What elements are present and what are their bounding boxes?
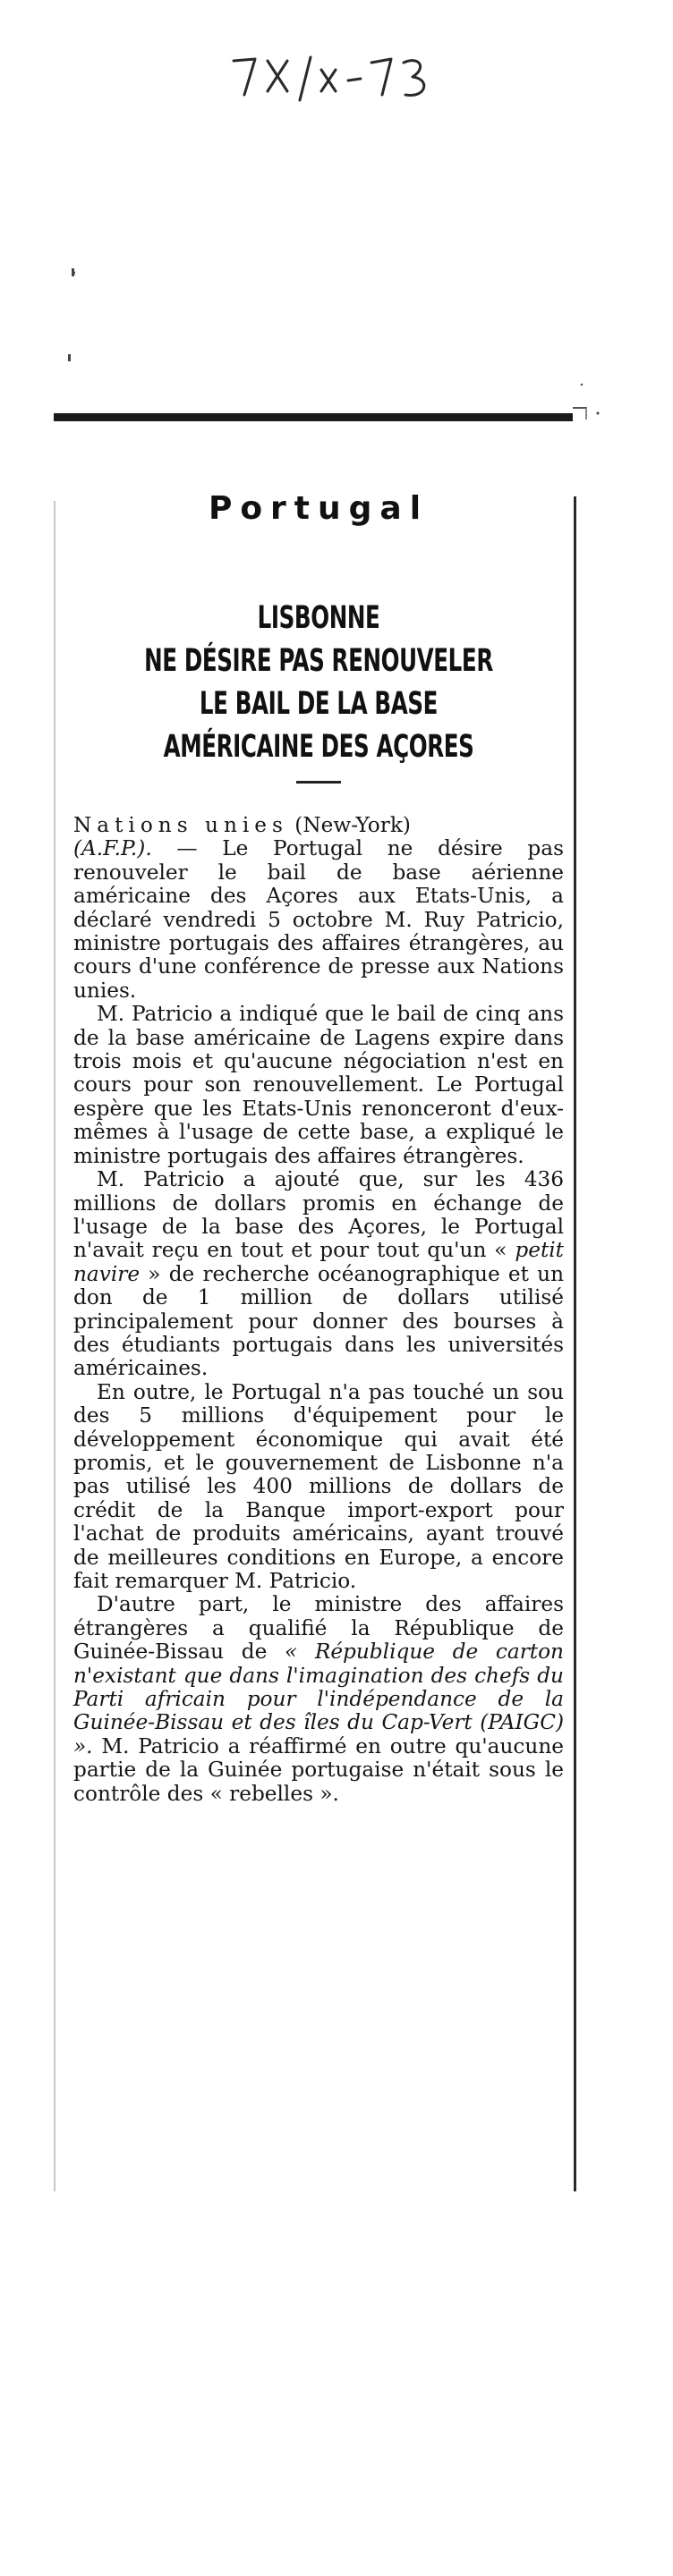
column-right-border [574,496,576,2191]
article-body [73,814,564,1806]
paragraph-1 [73,814,564,1003]
dateline-place: (New-York) [287,813,411,837]
top-rule [54,413,573,421]
paragraph-4: En outre, le Portugal n'a pas touché un sou des 5 millions d'équipement pour le développement économique qui avait été promis, et le gouvernement de Lisbonne n'a pas utilisé les 400 millions de dollars de crédit de la Banque import-export pour l'achat de produits américains, ayant trouvé de meilleures conditions en Europe, a encore fait remarquer M. Patricio. [73,1379,564,1593]
section-title: Portugal [208,490,430,527]
headline-line-1: LISBONNE [257,600,380,636]
paragraph-3-italic: petit navire [73,1238,564,1286]
paragraph-3-text-a: M. Patricio a ajouté que, sur les 436 millions de dollars promis en échange de l'usage de la base des Açores, le Portugal n'avait reçu en tout et pour tout qu'un « [73,1167,564,1263]
paragraph-3-text-b: » de recherche océanographique et un don de 1 million de dollars utilisé principalement pour donner des bourses à des étudiants portugais dans les universités américaines. [73,1261,564,1381]
paragraph-1-text: — Le Portugal ne désire pas renouveler le bail de base aérienne américaine des Açores aux Etats-Unis, a déclaré vendredi 5 octobre M. Ruy Patricio, ministre portugais des affaires étrangères, au cours d'une conférence de presse aux Nations unies. [73,836,564,1003]
headline-line-3: LE BAIL DE LA BASE [199,686,439,722]
headline-line-4: AMÉRICAINE DES AÇORES [163,729,474,765]
paragraph-5-text-b: M. Patricio a réaffirmé en outre qu'aucune partie de la Guinée portugaise n'était sous le contrôle des « rebelles ». [73,1733,564,1806]
handwritten-date-annotation [228,36,497,116]
handwritten-date-drawing [228,36,497,116]
article [73,483,564,1806]
paragraph-3 [73,1168,564,1381]
agency-credit: (A.F.P.). [73,836,152,861]
paragraph-5-italic: « République de carton n'existant que dans l'imagination des chefs du Parti africain pour l'indépendance de la Guinée-Bissau et des îles du Cap-Vert (PAIGC) ». [73,1640,564,1758]
dateline: Nations unies [73,813,288,837]
column-left-border [54,501,55,2191]
paragraph-5-text-a: D'autre part, le ministre des affaires étrangères a qualifié la République de Guinée-Bissau de [73,1592,564,1665]
top-rule-corner [573,407,587,419]
headline-underline [296,781,341,784]
paragraph-5 [73,1593,564,1806]
paragraph-2: M. Patricio a indiqué que le bail de cinq ans de la base américaine de Lagens expire dans trois mois et qu'aucune négociation n'est en cours pour son renouvellement. Le Portugal espère que les Etats-Unis renonceront d'eux-mêmes à l'usage de cette base, a expliqué le ministre portugais des affaires étrangères. [73,1002,564,1168]
headline-line-2: NE DÉSIRE PAS RENOUVELER [144,643,493,679]
headline [73,597,564,768]
